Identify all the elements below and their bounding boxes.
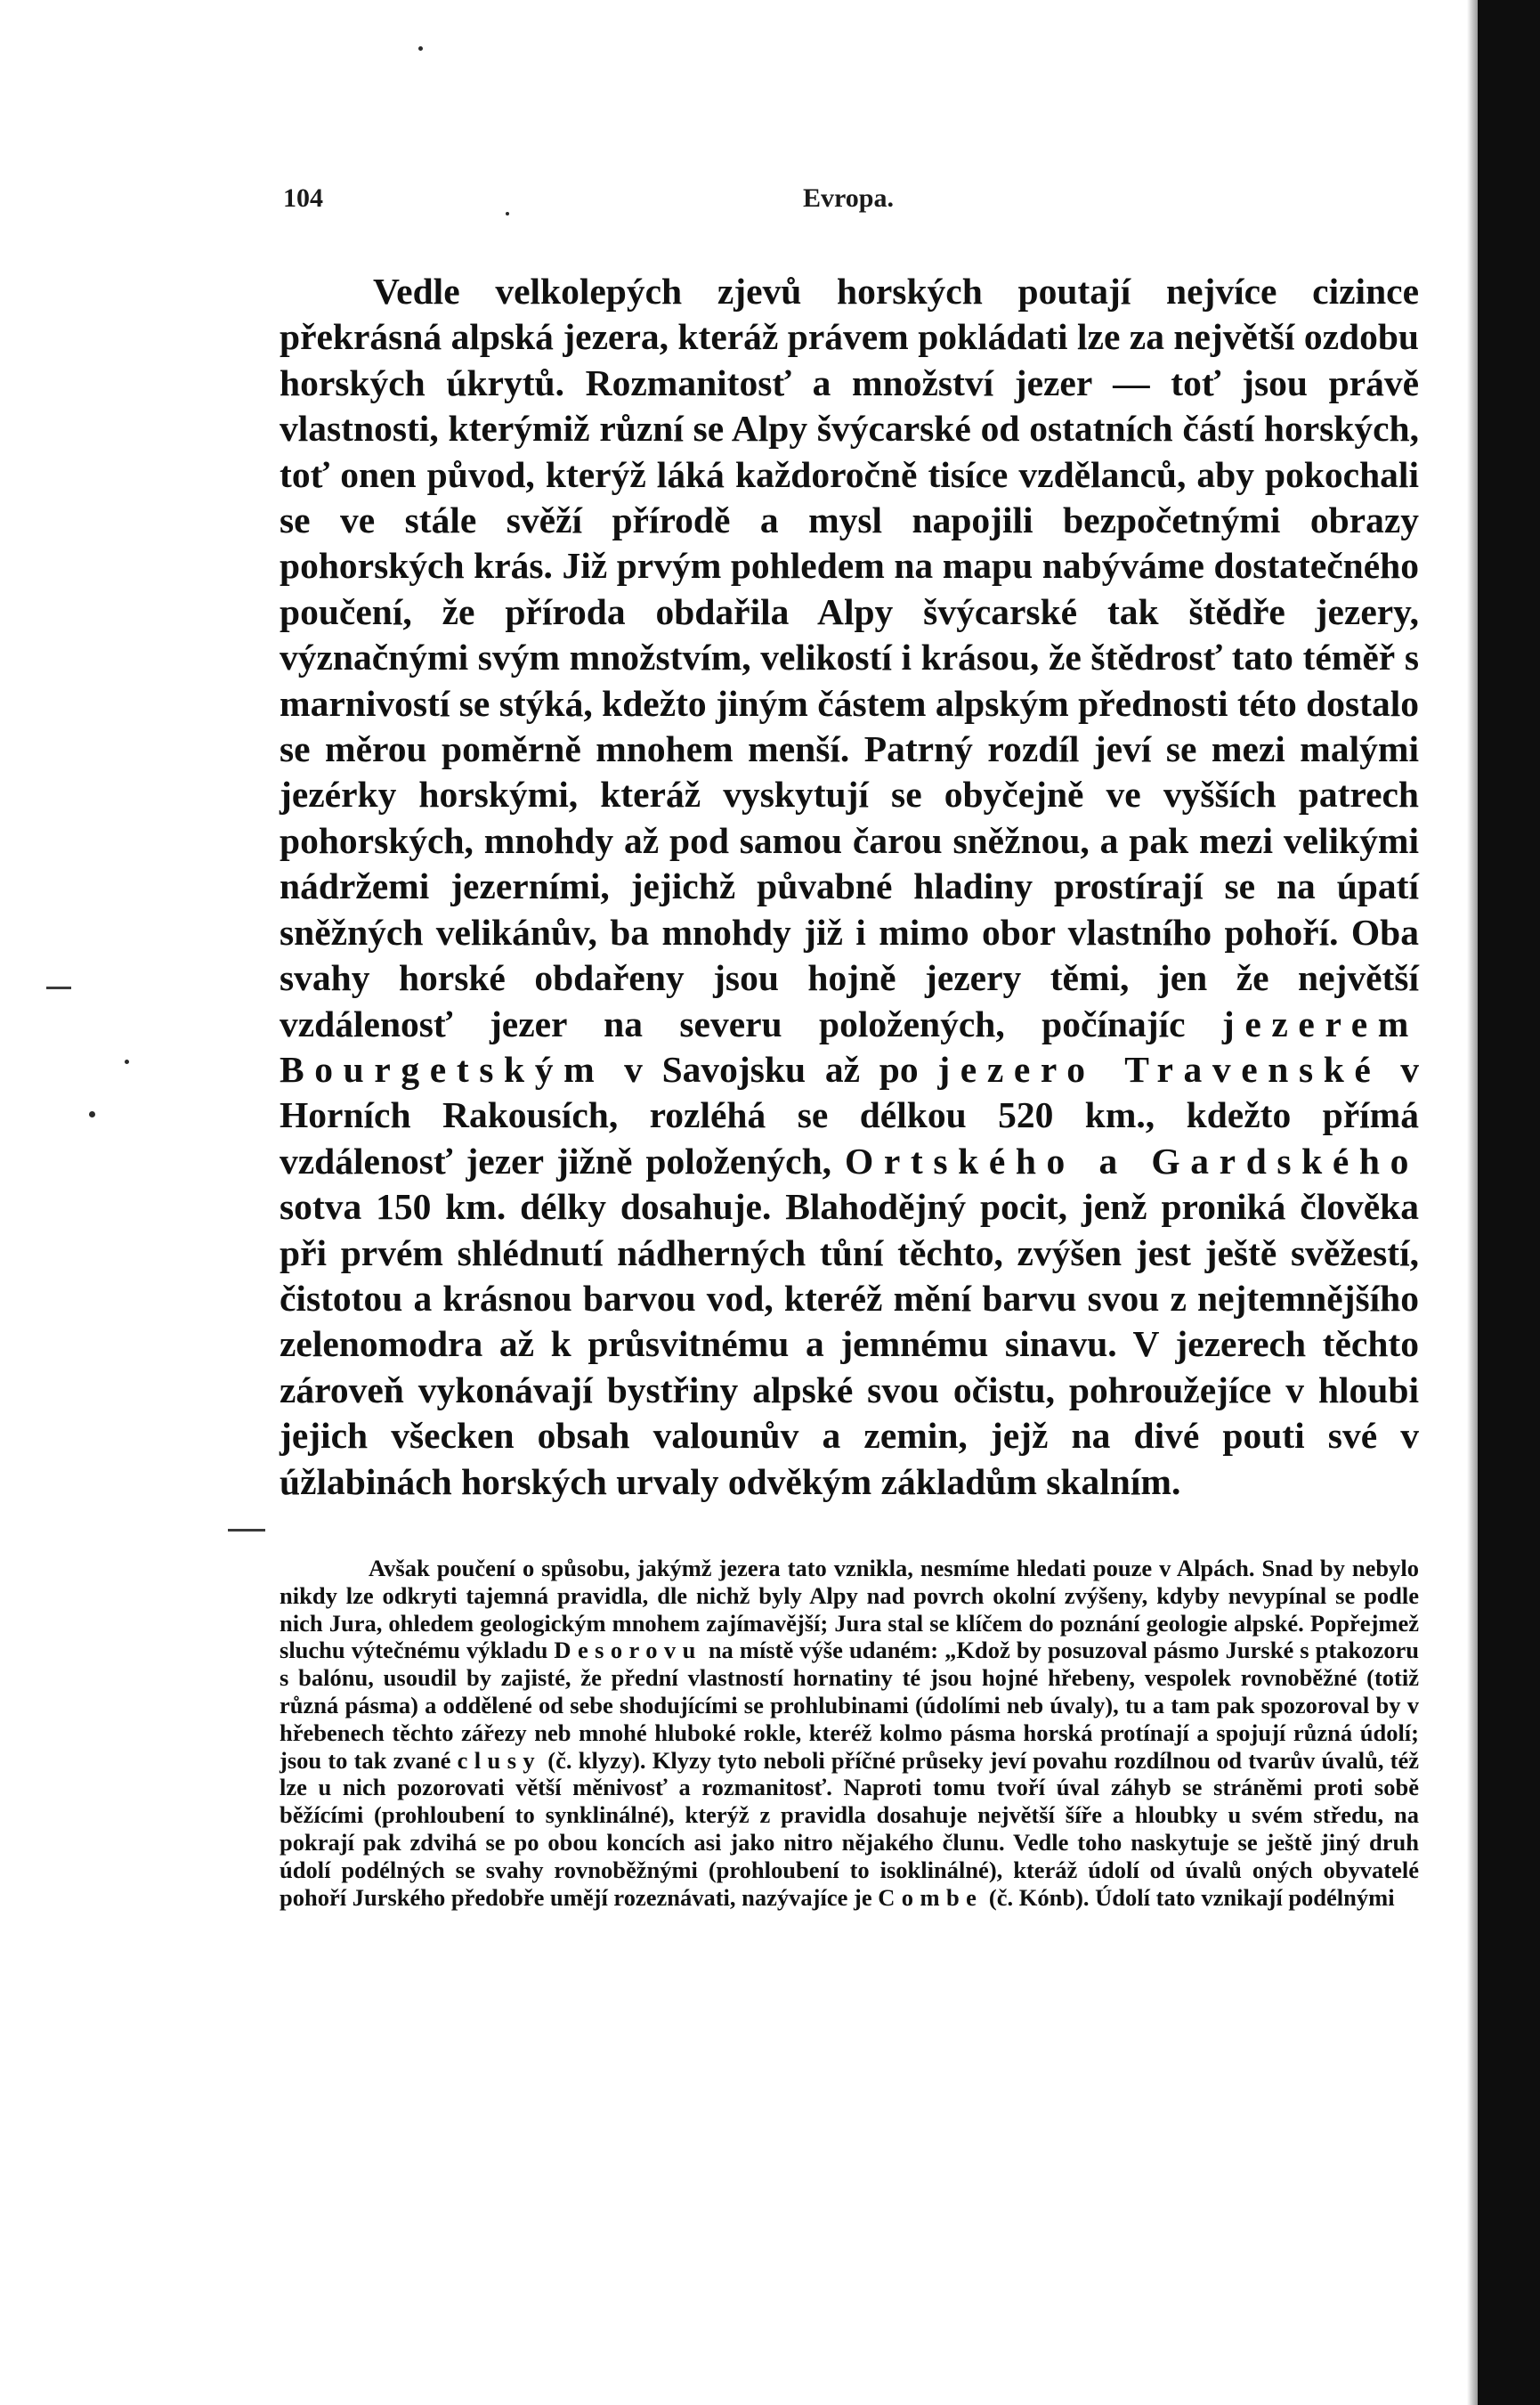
scan-speck [89, 1111, 95, 1117]
page-header [283, 178, 1415, 223]
footnote-paragraph [280, 1555, 1419, 1911]
scan-speck [418, 46, 423, 51]
spaced-term: jezero Travenské [937, 1048, 1382, 1090]
spaced-term: jezerem Bourgetským [280, 1003, 1419, 1090]
running-head: Evropa. [803, 183, 894, 213]
footnote [280, 1555, 1419, 1911]
spaced-term: Ortského a Gardského [844, 1140, 1419, 1182]
footnote-text-run: (č. klyzy). Klyzy tyto neboli příčné průseky jeví povahu rozdílnou od tvarův úvalů, též lze u nich pozorovati větší měnivosť a rozmanitosť. Naproti tomu tvoří úval záhyb se stráněmi proti sobě běžícími (prohloubení to synklinálné), kterýž z pravidla dosahuje největší šíře a hloubky u svém středu, na pokrají pak zdvihá se po obou koncích asi jako nitro nějakého člunu. Vedle toho naskytuje se ještě jiný druh údolí podélných se svahy rovnoběžnými (prohloubení to isoklinálné), kteráž údolí od úvalů oných obyvatelé pohoří Jurského předobře umějí rozeznávati, nazývajíce je [280, 1746, 1419, 1911]
spaced-term: clusy [457, 1746, 542, 1774]
main-text [280, 269, 1419, 1505]
spaced-term: Combe [878, 1883, 984, 1911]
spaced-term: Desorovu [554, 1637, 702, 1664]
main-text-run: v Savojsku až po [604, 1048, 938, 1090]
footnote-text-run: na místě výše udaném: „Kdož by posuzoval pásmo Jurské s ptakozoru s balónu, usoudil by zajisté, že přední vlastností hornatiny té jsou hojné hřebeny, vespolek rovnoběžné (totiž různá pásma) a oddělené od sebe shodujícími se prohlubinami (údolími neb úvaly), tu a tam pak spozoroval by v hřebenech těchto zářezy neb mnohé hluboké rokle, kteréž kolmo pásma horská protínají a spojují různá údolí; jsou to tak zvané [280, 1637, 1419, 1774]
scan-border [1478, 0, 1540, 2405]
margin-mark [46, 987, 71, 989]
main-text-run: Vedle velkolepých zjevů horských poutají nejvíce cizince překrásná alpská jezera, kteráž právem pokládati lze za největší ozdobu horských úkrytů. Rozmanitosť a množství jezer — toť jsou právě vlastnosti, kterýmiž různí se Alpy švýcarské od ostatních částí horských, toť onen původ, kterýž láká každoročně tisíce vzdělanců, aby pokochali se ve stále svěží přírodě a mysl napojili bezpočetnými obrazy pohorských krás. Již prvým pohledem na mapu nabýváme dostatečného poučení, že příroda obdařila Alpy švýcarské tak štědře jezery, význačnými svým množstvím, velikostí i krásou, že štědrosť tato téměř s marnivostí se stýká, kdežto jiným částem alpským přednosti této dostalo se měrou poměrně mnohem menší. Patrný rozdíl jeví se mezi malými jezérky horskými, kteráž vyskytují se obyčejně ve vyšších patrech pohorských, mnohdy až pod samou čarou sněžnou, a pak mezi velikými nádržemi jezerními, jejichž půvabné hladiny prostírají se na úpatí sněžných velikánův, ba mnohdy již i mimo obor vlastního pohoří. Oba svahy horské obdařeny jsou hojně jezery těmi, jen že největší vzdálenosť jezer na severu položených, počínajíc [280, 271, 1419, 1044]
page-number: 104 [283, 183, 323, 213]
main-text-run: v Horních Rakousích, rozléhá se délkou 520 km., kdežto přímá vzdálenosť jezer jižně položených, [280, 1048, 1419, 1182]
footnote-text-run: Avšak poučení o spůsobu, jakýmž jezera tato vznikla, nesmíme hledati pouze v Alpách. Snad by nebylo nikdy lze odkryti tajemná pravidla, dle nichž byly Alpy nad povrch okolní zvýšeny, kdyby nevypínal se podle nich Jura, ohledem geologickým mnohem zajímavější; Jura stal se klíčem do poznání geologie alpské. Popřejmež sluchu výtečnému výkladu [280, 1555, 1419, 1664]
footnote-text-run: (č. Kónb). Údolí tato vznikají podélnými [983, 1883, 1395, 1911]
page-edge-shadow [1467, 0, 1478, 2405]
main-paragraph [280, 269, 1419, 1505]
margin-mark [228, 1529, 265, 1532]
scan-speck [125, 1060, 129, 1064]
main-text-run: sotva 150 km. délky dosahuje. Blahodějný pocit, jenž proniká člověka při prvém shlédnutí nádherných tůní těchto, zvýšen jest ještě svěžestí, čistotou a krásnou barvou vod, kteréž mění barvu svou z nejtemnějšího zelenomodra až k průsvitnému a jemnému sinavu. V jezerech těchto zároveň vykonávají bystřiny alpské svou očistu, pohroužejíce v hloubi jejich všecken obsah valounův a zemin, jejž na divé pouti své v úžlabinách horských urvaly odvěkým základům skalním. [280, 1186, 1419, 1502]
